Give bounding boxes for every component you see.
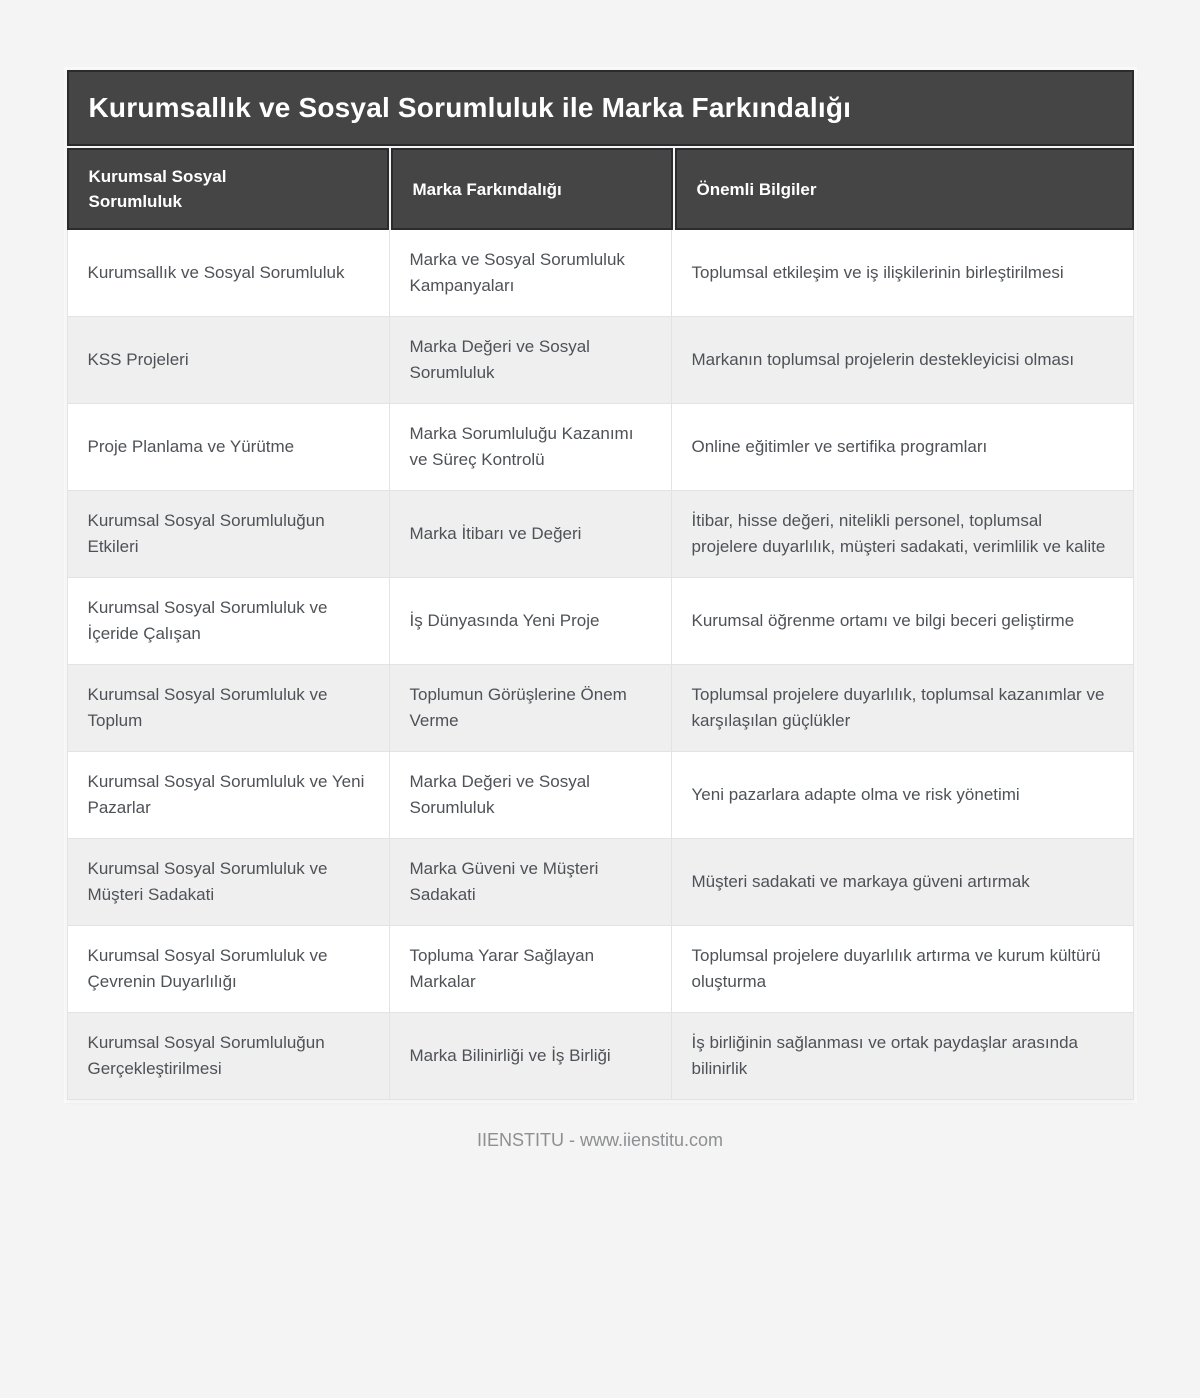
table-cell	[672, 926, 1133, 1013]
table-cell	[672, 491, 1133, 578]
cell-text: Kurumsal öğrenme ortamı ve bilgi beceri geliştirme	[691, 611, 1075, 630]
table-cell	[672, 578, 1133, 665]
table-cell	[672, 839, 1133, 926]
cell-text: Kurumsal Sosyal Sorumluluğun Gerçekleştirilmesi	[87, 1033, 325, 1078]
table-cell	[68, 926, 390, 1013]
footer-credit: IIENSTITU - www.iienstitu.com	[476, 1130, 724, 1150]
table-row	[68, 752, 1133, 839]
page-title: Kurumsallık ve Sosyal Sorumluluk ile Marka Farkındalığı	[88, 92, 852, 123]
table-row	[68, 404, 1133, 491]
cell-text: İş birliğinin sağlanması ve ortak paydaşlar arasında bilinirlik	[691, 1033, 1078, 1078]
cell-text: Marka Değeri ve Sosyal Sorumluluk	[409, 772, 590, 817]
table-body	[67, 230, 1134, 1100]
table-cell	[68, 1013, 390, 1099]
table-cell	[68, 665, 390, 752]
table-cell	[390, 1013, 672, 1099]
column-header-row	[67, 148, 1134, 230]
table-row	[68, 578, 1133, 665]
cell-text: Kurumsal Sosyal Sorumluluk ve Çevrenin Duyarlılığı	[87, 946, 328, 991]
table-title-bar	[67, 70, 1134, 146]
cell-text: Kurumsal Sosyal Sorumluluk ve Müşteri Sadakati	[87, 859, 328, 904]
table-cell	[68, 839, 390, 926]
table-cell	[68, 578, 390, 665]
cell-text: Marka ve Sosyal Sorumluluk Kampanyaları	[409, 250, 625, 295]
cell-text: Marka Bilinirliği ve İş Birliği	[409, 1046, 611, 1065]
cell-text: Toplumsal projelere duyarlılık artırma ve kurum kültürü oluşturma	[691, 946, 1101, 991]
cell-text: Yeni pazarlara adapte olma ve risk yönetimi	[691, 785, 1020, 804]
table-row	[68, 926, 1133, 1013]
cell-text: Kurumsal Sosyal Sorumluluk ve Yeni Pazarlar	[87, 772, 365, 817]
column-header-3	[675, 148, 1134, 230]
cell-text: Toplumun Görüşlerine Önem Verme	[409, 685, 627, 730]
cell-text: KSS Projeleri	[87, 350, 189, 369]
column-header-label: Marka Farkındalığı	[412, 179, 562, 199]
cell-text: Kurumsal Sosyal Sorumluluğun Etkileri	[87, 511, 325, 556]
infographic-canvas	[0, 70, 1200, 1398]
cell-text: Kurumsal Sosyal Sorumluluk ve Toplum	[87, 685, 328, 730]
cell-text: İtibar, hisse değeri, nitelikli personel, toplumsal projelere duyarlılık, müşteri sadakati, verimlilik ve kalite	[691, 511, 1106, 556]
table-cell	[390, 491, 672, 578]
table-cell	[672, 230, 1133, 317]
column-header-label: Önemli Bilgiler	[696, 179, 817, 199]
table-cell	[68, 317, 390, 404]
cell-text: Kurumsal Sosyal Sorumluluk ve İçeride Çalışan	[87, 598, 328, 643]
cell-text: Toplumsal projelere duyarlılık, toplumsal kazanımlar ve karşılaşılan güçlükler	[691, 685, 1105, 730]
cell-text: Markanın toplumsal projelerin destekleyicisi olması	[691, 350, 1075, 369]
table-cell	[390, 839, 672, 926]
table-row	[68, 491, 1133, 578]
cell-text: Proje Planlama ve Yürütme	[87, 437, 295, 456]
cell-text: Topluma Yarar Sağlayan Markalar	[409, 946, 595, 991]
cell-text: Marka Güveni ve Müşteri Sadakati	[409, 859, 599, 904]
cell-text: Kurumsallık ve Sosyal Sorumluluk	[87, 263, 345, 282]
table-cell	[390, 665, 672, 752]
table-cell	[390, 752, 672, 839]
table-cell	[68, 491, 390, 578]
column-header-2	[391, 148, 673, 230]
table-cell	[390, 578, 672, 665]
table-cell	[672, 404, 1133, 491]
table-cell	[390, 926, 672, 1013]
cell-text: Marka Değeri ve Sosyal Sorumluluk	[409, 337, 590, 382]
table-cell	[68, 752, 390, 839]
table-row	[68, 230, 1133, 317]
table-row	[68, 1013, 1133, 1099]
table-row	[68, 665, 1133, 752]
table-row	[68, 317, 1133, 404]
column-header-1	[67, 148, 389, 230]
table-cell	[68, 230, 390, 317]
cell-text: Marka İtibarı ve Değeri	[409, 524, 582, 543]
table-cell	[390, 317, 672, 404]
column-header-label: Kurumsal Sosyal Sorumluluk	[88, 167, 227, 211]
table-cell	[390, 404, 672, 491]
table-cell	[672, 752, 1133, 839]
table-row	[68, 839, 1133, 926]
cell-text: Online eğitimler ve sertifika programları	[691, 437, 988, 456]
table-cell	[672, 665, 1133, 752]
table-cell	[390, 230, 672, 317]
table-cell	[68, 404, 390, 491]
table-cell	[672, 317, 1133, 404]
cell-text: Marka Sorumluluğu Kazanımı ve Süreç Kontrolü	[409, 424, 634, 469]
cell-text: Toplumsal etkileşim ve iş ilişkilerinin birleştirilmesi	[691, 263, 1064, 282]
csr-brand-awareness-table	[67, 70, 1134, 1100]
cell-text: Müşteri sadakati ve markaya güveni artırmak	[691, 872, 1030, 891]
table-cell	[672, 1013, 1133, 1099]
cell-text: İş Dünyasında Yeni Proje	[409, 611, 600, 630]
